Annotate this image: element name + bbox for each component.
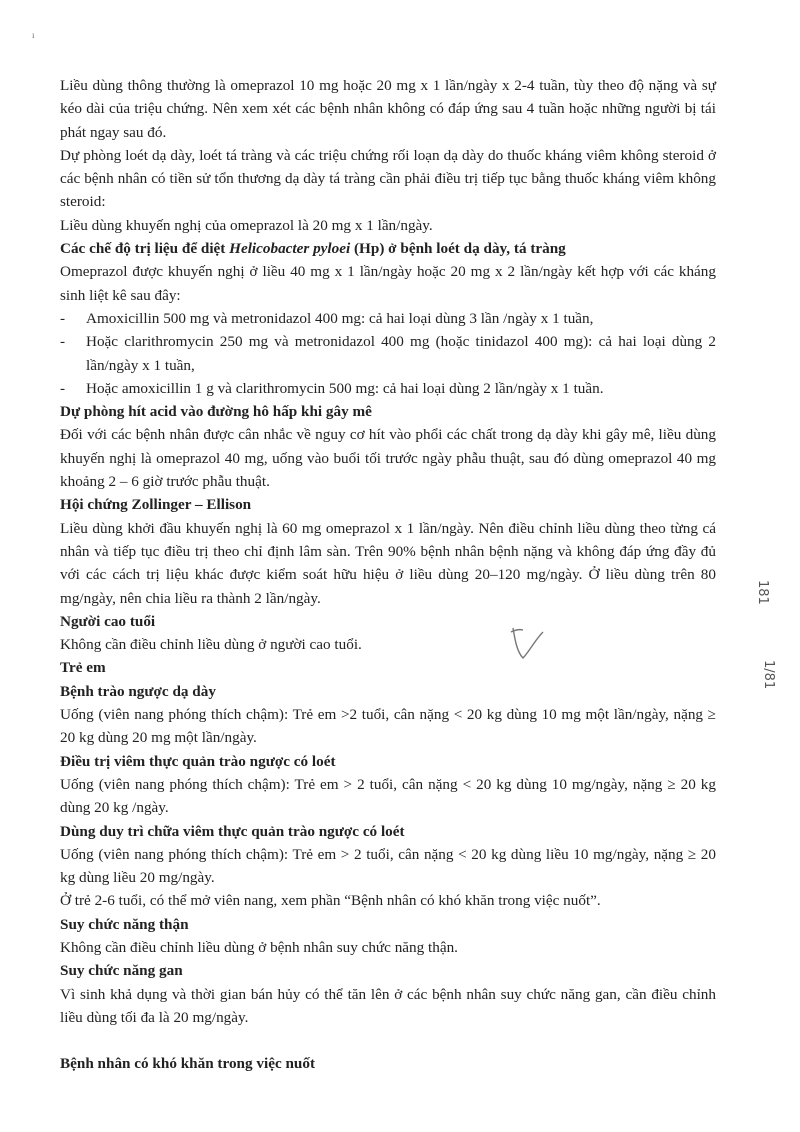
body-paragraph: Liều dùng khuyến nghị của omeprazol là 20 mg x 1 lần/ngày. xyxy=(60,216,433,234)
section-heading: Các chế độ trị liệu để diệt Helicobacter pyloei (Hp) ở bệnh loét dạ dày, tá tràng xyxy=(60,240,566,258)
list-item xyxy=(60,377,716,400)
section-heading: Hội chứng Zollinger – Ellison xyxy=(60,496,252,514)
list-item-text: Hoặc clarithromycin 250 mg và metronidazol 400 mg (hoặc tinidazol 400 mg): cả hai loại dùng 2 lần/ngày x 1 tuần, xyxy=(86,333,716,374)
list-item-text: Amoxicillin 500 mg và metronidazol 400 mg: cả hai loại dùng 3 lần /ngày x 1 tuần, xyxy=(86,309,594,327)
body-paragraph: Ở trẻ 2-6 tuổi, có thể mở viên nang, xem phần “Bệnh nhân có khó khăn trong việc nuốt”. xyxy=(60,892,601,910)
body-paragraph: Dự phòng loét dạ dày, loét tá tràng và các triệu chứng rối loạn dạ dày do thuốc kháng viêm không steroid ở các bệnh nhân có tiền sử tổn thương dạ dày tá tràng cần phải điều trị tiếp tục bằng thuốc kháng viêm không steroid: xyxy=(60,146,716,211)
bullet-dash: - xyxy=(60,333,66,351)
scan-speck: ı xyxy=(32,30,35,40)
organism-name: Helicobacter pyloei xyxy=(229,240,351,258)
body-paragraph: Liều dùng khởi đầu khuyến nghị là 60 mg omeprazol x 1 lần/ngày. Nên điều chỉnh liều dùng theo từng cá nhân và tiếp tục điều trị theo chỉ định lâm sàn. Trên 90% bệnh nhân bệnh nặng và không đáp ứng đầy đủ với các cách trị liệu khác được kiểm soát hữu hiệu ở liều dùng 20–120 mg/ngày. Ở liều dùng trên 80 mg/ngày, nên chia liều ra thành 2 lần/ngày. xyxy=(60,519,716,607)
list-item xyxy=(60,307,716,330)
section-heading: Suy chức năng thận xyxy=(60,915,189,933)
bullet-dash: - xyxy=(60,309,66,327)
document-body xyxy=(60,74,716,1075)
margin-mark-top: 181 xyxy=(755,580,770,605)
body-paragraph: Uống (viên nang phóng thích chậm): Trẻ em > 2 tuổi, cân nặng < 20 kg dùng 10 mg/ngày, nặng ≥ 20 kg dùng 20 kg /ngày. xyxy=(60,775,716,817)
body-paragraph: Liều dùng thông thường là omeprazol 10 mg hoặc 20 mg x 1 lần/ngày x 2-4 tuần, tùy theo độ nặng và sự kéo dài của triệu chứng. Nên xem xét các bệnh nhân không có đáp ứng sau 4 tuần hoặc những người bị tái phát ngay sau đó. xyxy=(60,77,716,141)
bullet-dash: - xyxy=(60,379,66,397)
section-heading: Dự phòng hít acid vào đường hô hấp khi gây mê xyxy=(60,403,372,421)
list-item xyxy=(60,330,716,377)
section-heading: Người cao tuổi xyxy=(60,612,156,630)
section-heading: Dùng duy trì chữa viêm thực quản trào ngược có loét xyxy=(60,822,405,840)
list-item-text: Hoặc amoxicillin 1 g và clarithromycin 500 mg: cả hai loại dùng 2 lần/ngày x 1 tuần. xyxy=(86,379,604,397)
blank-line xyxy=(60,1029,716,1052)
section-heading: Suy chức năng gan xyxy=(60,962,183,980)
section-heading: Trẻ em xyxy=(60,659,106,677)
body-paragraph: Omeprazol được khuyến nghị ở liều 40 mg x 1 lần/ngày hoặc 20 mg x 2 lần/ngày kết hợp với các kháng sinh liệt kê sau đây: xyxy=(60,263,716,304)
body-paragraph: Đối với các bệnh nhân được cân nhắc về nguy cơ hít vào phổi các chất trong dạ dày khi gây mê, liều dùng khuyến nghị là omeprazol 40 mg, uống vào buổi tối trước ngày phẫu thuật, sau đó dùng omeprazol 40 mg khoảng 2 – 6 giờ trước phẫu thuật. xyxy=(60,426,716,491)
body-paragraph: Uống (viên nang phóng thích chậm): Trẻ em > 2 tuổi, cân nặng < 20 kg dùng liều 10 mg/ngày, nặng ≥ 20 kg dùng liều 20 mg/ngày. xyxy=(60,845,716,887)
body-paragraph: Vì sinh khả dụng và thời gian bán hủy có thể tăn lên ở các bệnh nhân suy chức năng gan, cần điều chỉnh liều dùng tối đa là 20 mg/ngày. xyxy=(60,985,716,1026)
margin-mark-bottom: 1/81 xyxy=(761,660,776,690)
section-heading: Bệnh trào ngược dạ dày xyxy=(60,682,216,700)
handwritten-initial-mark xyxy=(505,622,549,666)
body-paragraph: Uống (viên nang phóng thích chậm): Trẻ em >2 tuổi, cân nặng < 20 kg dùng 10 mg một lần/ngày, nặng ≥ 20 kg dùng 20 mg một lần/ngày. xyxy=(60,706,716,747)
section-heading: Điều trị viêm thực quản trào ngược có loét xyxy=(60,752,336,770)
body-paragraph: Không cần điều chỉnh liều dùng ở người cao tuổi. xyxy=(60,636,362,654)
body-paragraph: Không cần điều chỉnh liều dùng ở bệnh nhân suy chức năng thận. xyxy=(60,938,458,956)
section-heading: Bệnh nhân có khó khăn trong việc nuốt xyxy=(60,1055,316,1073)
